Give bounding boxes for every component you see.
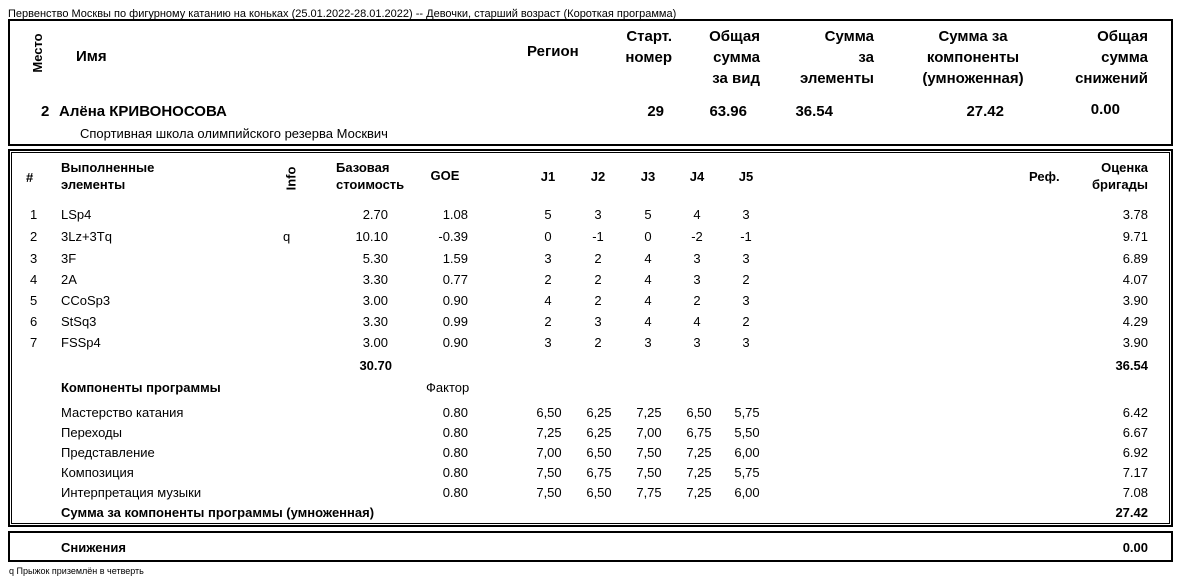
start-no-header: Старт. номер (625, 28, 672, 66)
element-goe: 0.90 (442, 293, 468, 308)
element-judge-score: 4 (693, 207, 701, 222)
component-judge-score: 6,50 (586, 445, 612, 460)
component-judge-score: 6,50 (536, 405, 562, 420)
component-judge-score: 7,00 (636, 425, 662, 440)
element-name: StSq3 (61, 314, 97, 329)
element-judge-score: 0 (544, 229, 552, 244)
region-header: Регион (527, 43, 579, 60)
component-judge-score: 7,25 (686, 445, 712, 460)
element-judge-score: -1 (592, 229, 604, 244)
base-col-header: Базовая стоимость (336, 160, 405, 192)
element-judge-score: 5 (544, 207, 552, 222)
component-name: Представление (61, 445, 155, 460)
components-title: Компоненты программы (61, 380, 221, 395)
skater-start-no: 29 (647, 103, 664, 120)
element-num: 3 (30, 251, 38, 266)
name-header: Имя (76, 48, 107, 65)
j4-header: J4 (689, 169, 705, 184)
factor-label: Фактор (426, 380, 470, 395)
element-name: LSp4 (61, 207, 92, 222)
component-judge-score: 5,75 (734, 405, 760, 420)
element-judge-score: 2 (544, 272, 552, 287)
element-base-value: 3.00 (362, 293, 388, 308)
skater-elements-sum: 36.54 (795, 103, 833, 120)
element-goe: 1.59 (442, 251, 468, 266)
element-num: 4 (30, 272, 38, 287)
element-judge-score: 2 (742, 314, 750, 329)
element-base-value: 5.30 (362, 251, 388, 266)
component-factor: 0.80 (442, 445, 468, 460)
j1-header: J1 (540, 169, 556, 184)
j5-header: J5 (738, 169, 754, 184)
component-judge-score: 7,50 (536, 485, 562, 500)
component-judge-score: 7,50 (636, 445, 662, 460)
element-panel-score: 9.71 (1122, 229, 1148, 244)
element-judge-score: 3 (742, 207, 750, 222)
element-judge-score: 2 (594, 293, 602, 308)
element-judge-score: 3 (594, 314, 602, 329)
element-num: 6 (30, 314, 38, 329)
element-name: 3F (61, 251, 77, 266)
element-goe: 0.77 (442, 272, 468, 287)
footnote: q Прыжок приземлён в четверть (9, 566, 144, 576)
component-factor: 0.80 (442, 485, 468, 500)
component-judge-score: 6,75 (686, 425, 712, 440)
component-judge-score: 6,50 (586, 485, 612, 500)
skater-components-sum: 27.42 (966, 103, 1004, 120)
element-base-value: 3.00 (362, 335, 388, 350)
component-factor: 0.80 (442, 465, 468, 480)
deductions-value: 0.00 (1122, 540, 1148, 555)
element-judge-score: 3 (742, 335, 750, 350)
element-num: 2 (30, 229, 38, 244)
component-judge-score: 7,50 (536, 465, 562, 480)
component-panel-score: 6.92 (1122, 445, 1148, 460)
info-col-header: Info (283, 166, 299, 191)
component-name: Переходы (61, 425, 122, 440)
event-title: Первенство Москвы по фигурному катанию на коньках (25.01.2022-28.01.2022) -- Девочки, старший возраст (Короткая программа) (8, 8, 677, 20)
element-base-value: 2.70 (362, 207, 388, 222)
element-judge-score: 2 (693, 293, 701, 308)
element-base-value: 3.30 (362, 314, 388, 329)
element-judge-score: 4 (644, 251, 652, 266)
element-judge-score: 2 (544, 314, 552, 329)
element-panel-score: 3.78 (1122, 207, 1148, 222)
element-judge-score: 3 (644, 335, 652, 350)
element-judge-score: 4 (693, 314, 701, 329)
skater-club: Спортивная школа олимпийского резерва Москвич (80, 126, 388, 141)
component-judge-score: 6,50 (686, 405, 712, 420)
element-panel-score: 3.90 (1122, 293, 1148, 308)
component-judge-score: 6,00 (734, 445, 760, 460)
element-goe: 0.90 (442, 335, 468, 350)
element-num: 1 (30, 207, 38, 222)
element-judge-score: 3 (693, 272, 701, 287)
element-judge-score: 4 (644, 272, 652, 287)
component-panel-score: 7.17 (1122, 465, 1148, 480)
component-panel-score: 6.42 (1122, 405, 1148, 420)
component-judge-score: 6,25 (586, 405, 612, 420)
components-total: 27.42 (1115, 505, 1148, 520)
component-judge-score: 7,25 (686, 465, 712, 480)
component-panel-score: 7.08 (1122, 485, 1148, 500)
component-judge-score: 7,25 (636, 405, 662, 420)
element-judge-score: -2 (691, 229, 703, 244)
base-total: 30.70 (359, 358, 392, 373)
element-name: FSSp4 (61, 335, 101, 350)
element-judge-score: -1 (740, 229, 752, 244)
component-name: Композиция (61, 465, 134, 480)
element-base-value: 3.30 (362, 272, 388, 287)
component-judge-score: 7,00 (536, 445, 562, 460)
components-total-label: Сумма за компоненты программы (умноженная) (61, 505, 375, 520)
element-goe: -0.39 (438, 229, 468, 244)
element-judge-score: 3 (594, 207, 602, 222)
place-header: Место (30, 33, 45, 73)
skater-deductions: 0.00 (1090, 101, 1120, 118)
element-judge-score: 3 (693, 251, 701, 266)
element-judge-score: 2 (594, 251, 602, 266)
element-num: 7 (30, 335, 38, 350)
component-judge-score: 7,75 (636, 485, 662, 500)
deductions-label: Снижения (61, 540, 126, 555)
num-col-header: # (26, 170, 34, 185)
element-judge-score: 4 (644, 293, 652, 308)
component-judge-score: 6,25 (586, 425, 612, 440)
j3-header: J3 (640, 169, 656, 184)
element-judge-score: 2 (742, 272, 750, 287)
elements-col-header: Выполненные элементы (61, 160, 155, 192)
element-judge-score: 3 (693, 335, 701, 350)
component-judge-score: 5,50 (734, 425, 760, 440)
elements-sum-header: Сумма за элементы (799, 28, 874, 87)
panel-col-header: Оценка бригады (1092, 160, 1148, 192)
element-goe: 1.08 (442, 207, 468, 222)
component-judge-score: 5,75 (734, 465, 760, 480)
element-panel-score: 4.07 (1122, 272, 1148, 287)
component-judge-score: 6,00 (734, 485, 760, 500)
element-panel-score: 6.89 (1122, 251, 1148, 266)
element-panel-score: 4.29 (1122, 314, 1148, 329)
skater-place: 2 (41, 103, 50, 120)
element-judge-score: 2 (594, 272, 602, 287)
element-base-value: 10.10 (355, 229, 388, 244)
element-judge-score: 4 (544, 293, 552, 308)
element-judge-score: 3 (742, 293, 750, 308)
element-judge-score: 4 (644, 314, 652, 329)
total-header: Общая сумма за вид (709, 28, 760, 87)
j2-header: J2 (590, 169, 606, 184)
element-judge-score: 0 (644, 229, 652, 244)
skater-name: Алёна КРИВОНОСОВА (59, 103, 227, 120)
element-name: 2A (61, 272, 77, 287)
element-goe: 0.99 (442, 314, 468, 329)
element-judge-score: 3 (544, 251, 552, 266)
element-num: 5 (30, 293, 38, 308)
element-judge-score: 3 (544, 335, 552, 350)
elements-total: 36.54 (1115, 358, 1148, 373)
element-panel-score: 3.90 (1122, 335, 1148, 350)
component-name: Мастерство катания (61, 405, 184, 420)
component-judge-score: 7,25 (686, 485, 712, 500)
ref-col-header: Реф. (1029, 169, 1060, 184)
skater-total: 63.96 (709, 103, 747, 120)
component-name: Интерпретация музыки (61, 485, 202, 500)
deductions-box (8, 531, 1173, 562)
element-judge-score: 2 (594, 335, 602, 350)
goe-col-header: GOE (430, 168, 460, 183)
element-info: q (283, 229, 291, 244)
element-name: CCoSp3 (61, 293, 111, 308)
element-judge-score: 5 (644, 207, 652, 222)
component-panel-score: 6.67 (1122, 425, 1148, 440)
deductions-header: Общая сумма снижений (1075, 28, 1148, 87)
element-judge-score: 3 (742, 251, 750, 266)
component-factor: 0.80 (442, 425, 468, 440)
component-judge-score: 6,75 (586, 465, 612, 480)
component-judge-score: 7,50 (636, 465, 662, 480)
component-factor: 0.80 (442, 405, 468, 420)
component-judge-score: 7,25 (536, 425, 562, 440)
element-name: 3Lz+3Tq (61, 229, 112, 244)
components-sum-header: Сумма за компоненты (умноженная) (922, 28, 1024, 87)
